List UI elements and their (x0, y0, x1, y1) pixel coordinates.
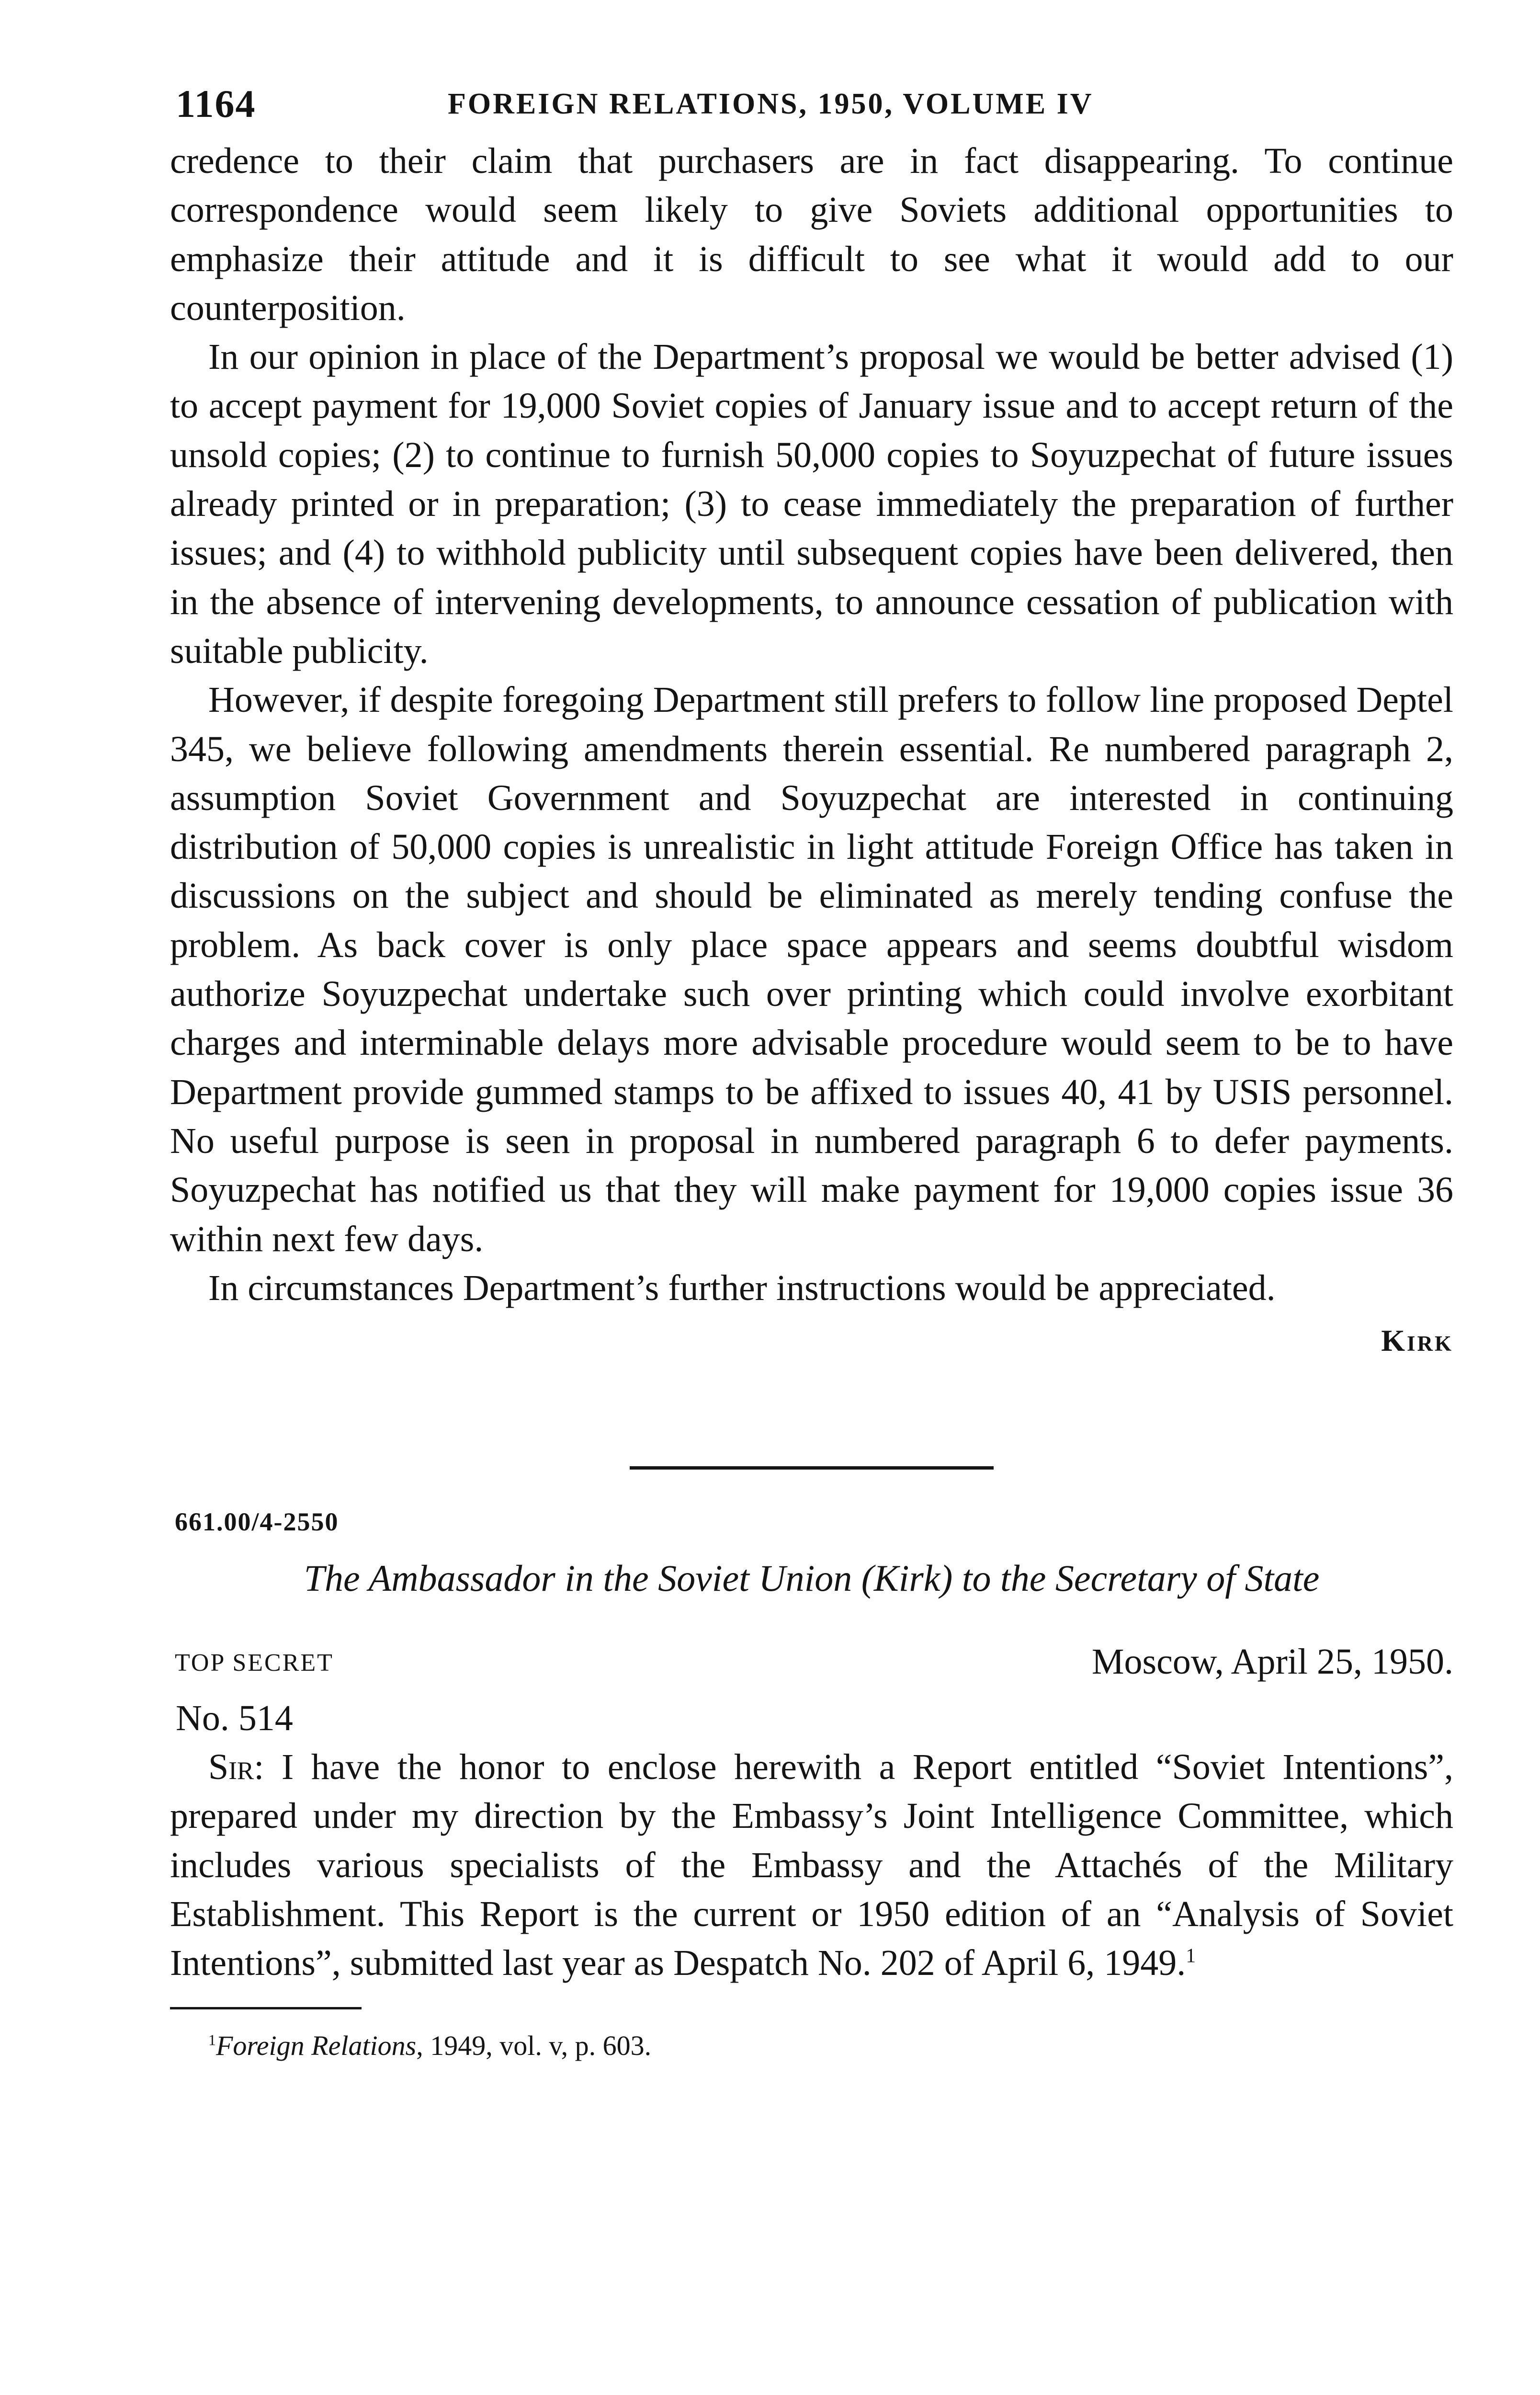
classification: TOP SECRET (175, 1649, 334, 1677)
letter-body (170, 1743, 1453, 1987)
footnote-title: Foreign Relations (215, 2030, 417, 2061)
salutation: Sir: (208, 1747, 264, 1788)
signature: Kirk (1381, 1323, 1453, 1358)
body-paragraph-4: In circumstances Department’s further instructions would be appreciated. (208, 1267, 1276, 1308)
dateline: Moscow, April 25, 1950. (1091, 1642, 1453, 1682)
file-number: 661.00/4-2550 (175, 1507, 339, 1537)
section-divider (630, 1466, 994, 1470)
footnote-marker: 1 (208, 2031, 216, 2049)
classification-row (170, 1641, 1453, 1694)
letter-text: I have the honor to enclose herewith a Report entitled “Soviet Intentions”, prepared under my direction by the Embassy’s Joint Intelligence Committee, which includes various specialists of the Embassy and the Attachés of the Military Establishment. This Report is the current or 1950 edition of an “Analysis of Soviet Intentions”, submitted last year as Despatch No. 202 of April 6, 1949. (170, 1747, 1453, 1984)
footnote-rule (170, 2007, 362, 2009)
page-header (170, 81, 1453, 137)
document-title: The Ambassador in the Soviet Union (Kirk) to the Secretary of State (304, 1557, 1320, 1599)
body-paragraph-1: credence to their claim that purchasers are in fact disappearing. To continue correspondence would seem likely to give Soviets additional opportunities to emphasize their attitude and it is difficult to see what it would add to our counterposition. (170, 141, 1453, 328)
footnote-reference[interactable]: 1 (1186, 1945, 1196, 1967)
running-head: FOREIGN RELATIONS, 1950, VOLUME IV (448, 88, 1094, 120)
document-page (170, 81, 1453, 2062)
footnote-text: , 1949, vol. v, p. 603. (416, 2030, 652, 2061)
page-number: 1164 (176, 82, 256, 125)
document-number: No. 514 (176, 1698, 293, 1739)
body-paragraph-2: In our opinion in place of the Department’s proposal we would be better advised (1) to accept payment for 19,000 Soviet copies of January issue and to accept return of the unsold copies; (2) to continue to furnish 50,000 copies to Soyuzpechat of future issues already printed or in preparation; (3) to cease immediately the preparation of further issues; and (4) to withhold publicity until subsequent copies have been delivered, then in the absence of intervening developments, to announce cessation of publication with suitable publicity. (170, 337, 1453, 671)
body-paragraph-3: However, if despite foregoing Department still prefers to follow line proposed Deptel 345, we believe following amendments therein essential. Re numbered paragraph 2, assumption Soviet Government and Soyuzpechat are interested in continuing distribution of 50,000 copies is unrealistic in light attitude Foreign Office has taken in discussions on the subject and should be eliminated as merely tending confuse the problem. As back cover is only place space appears and seems doubtful wisdom authorize Soyuzpechat undertake such over printing which could involve exorbitant charges and interminable delays more advisable procedure would seem to be to have Department provide gummed stamps to be affixed to issues 40, 41 by USIS personnel. No useful purpose is seen in proposal in numbered paragraph 6 to defer payments. Soyuzpechat has notified us that they will make payment for 19,000 copies issue 36 within next few days. (170, 680, 1453, 1259)
footnote (208, 2030, 1453, 2062)
